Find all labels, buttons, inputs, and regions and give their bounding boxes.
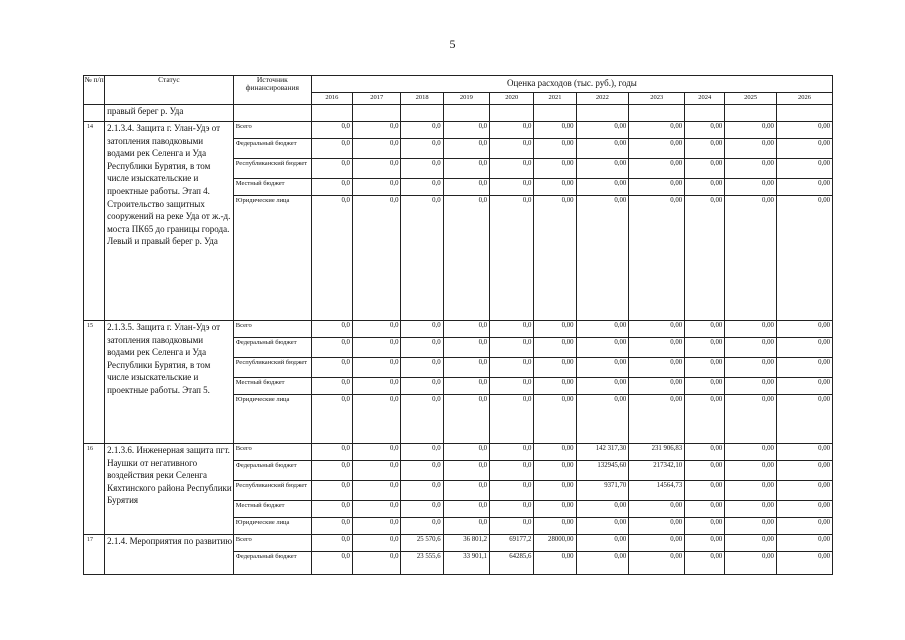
value-cell-2021: 0,00 [534,122,576,139]
table-body [84,105,833,575]
value-cell-2025: 0,00 [725,122,777,139]
value-cell-2026: 0,00 [776,378,832,395]
value-cell-2017: 0,0 [352,179,401,196]
value-cell-2020: 0,0 [490,501,534,518]
value-cell-2018: 0,0 [401,196,443,321]
value-cell-2016: 0,0 [311,321,352,338]
value-cell-2018: 0,0 [401,358,443,378]
funding-source: Федеральный бюджет [233,552,311,575]
value-cell-2024: 0,00 [685,481,725,501]
value-cell-2026: 0,00 [776,501,832,518]
value-cell-2019: 0,0 [443,481,489,501]
value-cell-2021: 0,00 [534,139,576,159]
funding-source: Республиканский бюджет [233,159,311,179]
budget-table [83,75,833,575]
value-cell-2016: 0,0 [311,444,352,461]
value-cell-2020: 0,0 [490,378,534,395]
value-cell-2023: 0,00 [629,139,685,159]
value-cell-2016: 0,0 [311,395,352,444]
value-cell-2021: 0,00 [534,321,576,338]
value-cell-2022: 0,00 [576,518,629,535]
value-cell-2019: 36 801,2 [443,535,489,552]
value-cell-2019: 0,0 [443,501,489,518]
value-cell-2024: 0,00 [685,501,725,518]
value-cell-2021: 0,00 [534,444,576,461]
value-cell-2017: 0,0 [352,358,401,378]
value-cell-2025: 0,00 [725,461,777,481]
value-cell-2023: 0,00 [629,501,685,518]
value-cell-2022: 0,00 [576,179,629,196]
table-row [84,444,833,461]
table-row [84,535,833,552]
value-cell-2019: 0,0 [443,444,489,461]
value-cell-2022: 142 317,30 [576,444,629,461]
value-cell-2021: 0,00 [534,552,576,575]
value-cell-2016: 0,0 [311,139,352,159]
value-cell-2021: 0,00 [534,395,576,444]
funding-source: Федеральный бюджет [233,139,311,159]
value-cell-2023: 217342,10 [629,461,685,481]
value-cell-2017: 0,0 [352,535,401,552]
value-cell-2024: 0,00 [685,179,725,196]
value-cell-2024: 0,00 [685,552,725,575]
value-cell-2026: 0,00 [776,321,832,338]
value-cell-2022: 0,00 [576,378,629,395]
value-cell-2025: 0,00 [725,444,777,461]
value-cell-2019: 0,0 [443,518,489,535]
status-text: 2.1.3.6. Инженерная защита пгт. Наушки от негативного воздействия реки Селенга Кяхтинского района Республики Бурятия [105,444,234,535]
value-cell-2018: 0,0 [401,321,443,338]
value-cell-2025: 0,00 [725,358,777,378]
value-cell-2024: 0,00 [685,358,725,378]
header-estimate: Оценка расходов (тыс. руб.), годы [311,76,832,93]
value-cell-2026: 0,00 [776,518,832,535]
value-cell-2026: 0,00 [776,481,832,501]
value-cell-2016: 0,0 [311,535,352,552]
value-cell-2024: 0,00 [685,122,725,139]
value-cell-2022: 0,00 [576,552,629,575]
value-cell-2026: 0,00 [776,552,832,575]
funding-source: Федеральный бюджет [233,461,311,481]
funding-source: Республиканский бюджет [233,358,311,378]
value-cell-2018: 0,0 [401,481,443,501]
value-cell-2022: 9371,70 [576,481,629,501]
row-number: 14 [84,122,105,321]
value-cell-2020: 0,0 [490,481,534,501]
year-header: 2024 [685,93,725,105]
value-cell-2025: 0,00 [725,535,777,552]
value-cell-2024: 0,00 [685,139,725,159]
value-cell-2021: 28000,00 [534,535,576,552]
value-cell-2017: 0,0 [352,481,401,501]
value-cell-2016: 0,0 [311,378,352,395]
value-cell-2021: 0,00 [534,338,576,358]
value-cell-2018: 23 555,6 [401,552,443,575]
year-header: 2020 [490,93,534,105]
value-cell-2016: 0,0 [311,501,352,518]
value-cell-2026: 0,00 [776,179,832,196]
funding-source: Юридические лица [233,518,311,535]
value-cell-2017: 0,0 [352,321,401,338]
value-cell-2019: 0,0 [443,378,489,395]
value-cell-2017: 0,0 [352,395,401,444]
continuation-text: правый берег р. Уда [105,105,234,122]
continuation-row [84,105,833,122]
value-cell-2024: 0,00 [685,518,725,535]
value-cell-2017: 0,0 [352,518,401,535]
value-cell-2020: 0,0 [490,321,534,338]
value-cell-2019: 0,0 [443,179,489,196]
table-row [84,122,833,139]
value-cell-2026: 0,00 [776,444,832,461]
value-cell-2017: 0,0 [352,444,401,461]
value-cell-2016: 0,0 [311,338,352,358]
value-cell-2024: 0,00 [685,338,725,358]
value-cell-2024: 0,00 [685,321,725,338]
value-cell-2017: 0,0 [352,378,401,395]
value-cell-2026: 0,00 [776,395,832,444]
value-cell-2021: 0,00 [534,518,576,535]
value-cell-2022: 132945,60 [576,461,629,481]
value-cell-2023: 0,00 [629,378,685,395]
value-cell-2018: 0,0 [401,139,443,159]
value-cell-2025: 0,00 [725,378,777,395]
funding-source: Всего [233,122,311,139]
value-cell-2021: 0,00 [534,501,576,518]
value-cell-2023: 0,00 [629,338,685,358]
value-cell-2023: 0,00 [629,321,685,338]
value-cell-2019: 0,0 [443,159,489,179]
value-cell-2025: 0,00 [725,338,777,358]
value-cell-2021: 0,00 [534,196,576,321]
value-cell-2025: 0,00 [725,552,777,575]
value-cell-2020: 0,0 [490,518,534,535]
value-cell-2016: 0,0 [311,481,352,501]
value-cell-2016: 0,0 [311,159,352,179]
value-cell-2019: 0,0 [443,461,489,481]
value-cell-2017: 0,0 [352,501,401,518]
funding-source: Федеральный бюджет [233,338,311,358]
value-cell-2019: 0,0 [443,321,489,338]
value-cell-2023: 231 906,83 [629,444,685,461]
value-cell-2016: 0,0 [311,179,352,196]
header-source: Источник финансирования [233,76,311,105]
value-cell-2025: 0,00 [725,481,777,501]
value-cell-2018: 0,0 [401,444,443,461]
status-text: 2.1.3.5. Защита г. Улан-Удэ от затопления паводковыми водами рек Селенга и Уда Республики Бурятия, в том числе изыскательские и проектные работы. Этап 5. [105,321,234,444]
value-cell-2017: 0,0 [352,461,401,481]
value-cell-2020: 0,0 [490,358,534,378]
value-cell-2026: 0,00 [776,159,832,179]
value-cell-2021: 0,00 [534,378,576,395]
value-cell-2022: 0,00 [576,338,629,358]
value-cell-2026: 0,00 [776,461,832,481]
value-cell-2023: 0,00 [629,358,685,378]
value-cell-2023: 0,00 [629,179,685,196]
value-cell-2023: 0,00 [629,395,685,444]
funding-source: Юридические лица [233,196,311,321]
value-cell-2020: 0,0 [490,395,534,444]
value-cell-2026: 0,00 [776,535,832,552]
value-cell-2020: 0,0 [490,444,534,461]
value-cell-2018: 0,0 [401,518,443,535]
year-header: 2019 [443,93,489,105]
value-cell-2018: 0,0 [401,501,443,518]
value-cell-2020: 0,0 [490,196,534,321]
value-cell-2019: 0,0 [443,358,489,378]
value-cell-2018: 0,0 [401,378,443,395]
value-cell-2023: 0,00 [629,552,685,575]
value-cell-2022: 0,00 [576,395,629,444]
value-cell-2022: 0,00 [576,535,629,552]
value-cell-2021: 0,00 [534,179,576,196]
value-cell-2025: 0,00 [725,321,777,338]
value-cell-2025: 0,00 [725,179,777,196]
value-cell-2020: 0,0 [490,338,534,358]
year-header: 2016 [311,93,352,105]
value-cell-2026: 0,00 [776,122,832,139]
value-cell-2020: 0,0 [490,159,534,179]
row-number: 17 [84,535,105,575]
value-cell-2023: 0,00 [629,159,685,179]
row-number: 15 [84,321,105,444]
value-cell-2022: 0,00 [576,159,629,179]
value-cell-2017: 0,0 [352,196,401,321]
value-cell-2017: 0,0 [352,139,401,159]
value-cell-2019: 0,0 [443,338,489,358]
value-cell-2016: 0,0 [311,122,352,139]
value-cell-2023: 0,00 [629,122,685,139]
funding-source: Всего [233,444,311,461]
year-header: 2021 [534,93,576,105]
value-cell-2016: 0,0 [311,196,352,321]
value-cell-2018: 0,0 [401,159,443,179]
year-header: 2026 [776,93,832,105]
value-cell-2019: 33 901,1 [443,552,489,575]
value-cell-2020: 0,0 [490,461,534,481]
value-cell-2026: 0,00 [776,338,832,358]
value-cell-2018: 0,0 [401,461,443,481]
table-row [84,321,833,338]
year-header: 2018 [401,93,443,105]
value-cell-2021: 0,00 [534,481,576,501]
value-cell-2016: 0,0 [311,461,352,481]
value-cell-2021: 0,00 [534,159,576,179]
value-cell-2026: 0,00 [776,358,832,378]
value-cell-2023: 14564,73 [629,481,685,501]
value-cell-2020: 0,0 [490,122,534,139]
funding-source: Местный бюджет [233,179,311,196]
value-cell-2019: 0,0 [443,122,489,139]
row-number: 16 [84,444,105,535]
value-cell-2017: 0,0 [352,338,401,358]
value-cell-2022: 0,00 [576,501,629,518]
value-cell-2024: 0,00 [685,196,725,321]
value-cell-2022: 0,00 [576,358,629,378]
value-cell-2020: 0,0 [490,139,534,159]
value-cell-2026: 0,00 [776,196,832,321]
value-cell-2025: 0,00 [725,395,777,444]
year-header: 2025 [725,93,777,105]
value-cell-2020: 64285,6 [490,552,534,575]
value-cell-2020: 69177,2 [490,535,534,552]
value-cell-2016: 0,0 [311,552,352,575]
value-cell-2024: 0,00 [685,444,725,461]
value-cell-2018: 0,0 [401,338,443,358]
value-cell-2023: 0,00 [629,196,685,321]
value-cell-2018: 0,0 [401,179,443,196]
value-cell-2024: 0,00 [685,395,725,444]
value-cell-2023: 0,00 [629,518,685,535]
value-cell-2026: 0,00 [776,139,832,159]
value-cell-2022: 0,00 [576,196,629,321]
value-cell-2022: 0,00 [576,139,629,159]
header-status: Статус [105,76,234,105]
page-number: 5 [449,37,456,51]
status-text: 2.1.3.4. Защита г. Улан-Удэ от затопления паводковыми водами рек Селенга и Уда Республики Бурятия, в том числе изыскательские и проектные работы. Этап 4. Строительство защитных сооружений на реке Уда от ж.-д. моста ПК65 до границы города. Левый и правый берег р. Уда [105,122,234,321]
value-cell-2017: 0,0 [352,122,401,139]
year-header: 2022 [576,93,629,105]
funding-source: Местный бюджет [233,501,311,518]
value-cell-2019: 0,0 [443,139,489,159]
value-cell-2024: 0,00 [685,535,725,552]
value-cell-2018: 25 570,6 [401,535,443,552]
value-cell-2025: 0,00 [725,139,777,159]
value-cell-2020: 0,0 [490,179,534,196]
funding-source: Местный бюджет [233,378,311,395]
value-cell-2025: 0,00 [725,501,777,518]
value-cell-2023: 0,00 [629,535,685,552]
value-cell-2024: 0,00 [685,461,725,481]
value-cell-2017: 0,0 [352,552,401,575]
value-cell-2025: 0,00 [725,518,777,535]
value-cell-2019: 0,0 [443,196,489,321]
value-cell-2024: 0,00 [685,159,725,179]
value-cell-2021: 0,00 [534,358,576,378]
value-cell-2018: 0,0 [401,122,443,139]
year-header: 2023 [629,93,685,105]
header-no: № п/п [84,76,105,105]
value-cell-2021: 0,00 [534,461,576,481]
funding-source: Всего [233,321,311,338]
value-cell-2025: 0,00 [725,196,777,321]
year-header: 2017 [352,93,401,105]
status-text: 2.1.4. Мероприятия по развитию [105,535,234,575]
value-cell-2025: 0,00 [725,159,777,179]
value-cell-2022: 0,00 [576,122,629,139]
funding-source: Всего [233,535,311,552]
funding-source: Юридические лица [233,395,311,444]
value-cell-2019: 0,0 [443,395,489,444]
value-cell-2022: 0,00 [576,321,629,338]
funding-source: Республиканский бюджет [233,481,311,501]
value-cell-2016: 0,0 [311,518,352,535]
value-cell-2018: 0,0 [401,395,443,444]
value-cell-2016: 0,0 [311,358,352,378]
value-cell-2024: 0,00 [685,378,725,395]
value-cell-2017: 0,0 [352,159,401,179]
